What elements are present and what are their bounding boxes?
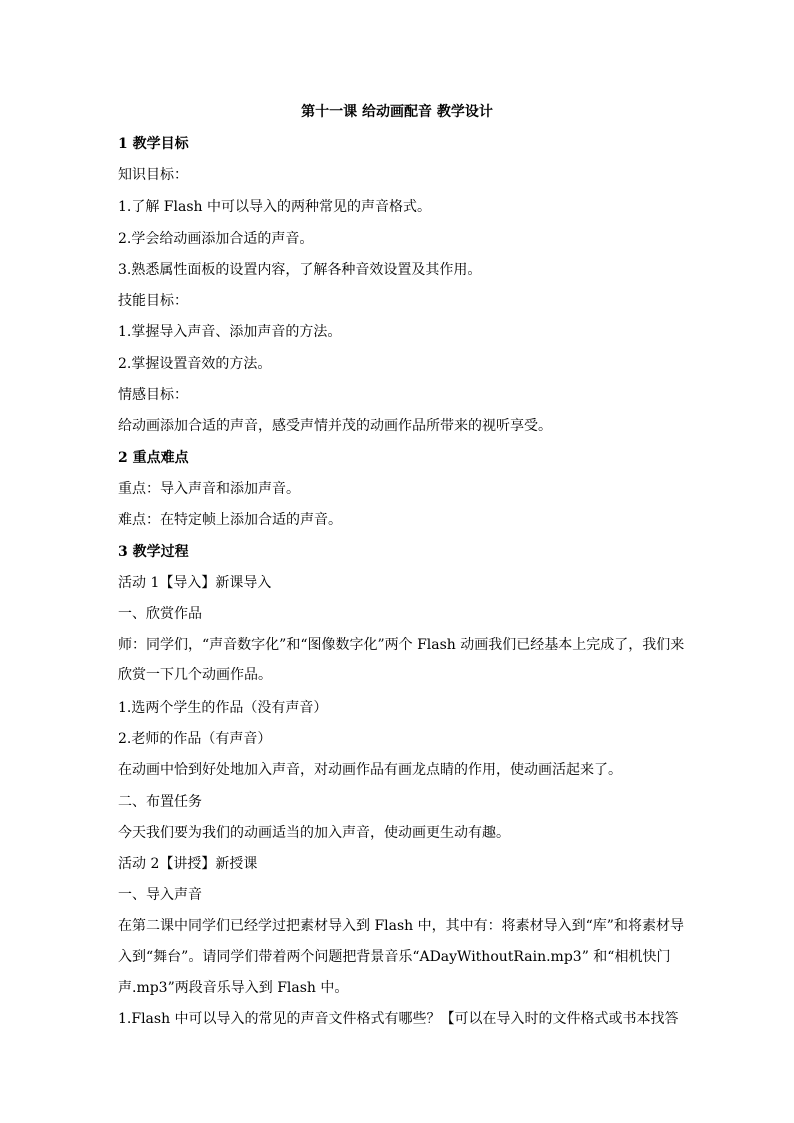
body-line: 师：同学们，“声音数字化”和“图像数字化”两个 Flash 动画我们已经基本上完成了，我们来 (118, 637, 685, 653)
body-line: 1.选两个学生的作品（没有声音） (118, 700, 328, 716)
body-line: 难点：在特定帧上添加合适的声音。 (118, 512, 342, 528)
body-line: 1.了解 Flash 中可以导入的两种常见的声音格式。 (118, 199, 431, 215)
body-line: 1.Flash 中可以导入的常见的声音文件格式有哪些？【可以在导入时的文件格式或书本找答 (118, 1011, 679, 1027)
body-line: 3.熟悉属性面板的设置内容，了解各种音效设置及其作用。 (118, 262, 482, 278)
body-line: 2.掌握设置音效的方法。 (118, 356, 272, 372)
body-line: 活动 2【讲授】新授课 (118, 856, 258, 872)
body-line: 情感目标： (118, 387, 188, 403)
body-line: 二、布置任务 (118, 794, 202, 810)
body-line: 2.老师的作品（有声音） (118, 731, 272, 747)
body-line: 知识目标： (118, 167, 188, 183)
body-line: 一、导入声音 (118, 887, 202, 903)
body-line: 给动画添加合适的声音，感受声情并茂的动画作品所带来的视听享受。 (118, 418, 552, 434)
body-line: 技能目标： (118, 293, 188, 309)
section-heading: 3 教学过程 (118, 544, 189, 560)
body-line: 在第二课中同学们已经学过把素材导入到 Flash 中，其中有：将素材导入到“库”和将素材导 (118, 918, 684, 934)
body-line: 入到“舞台”。请同学们带着两个问题把背景音乐“ADayWithoutRain.mp3” 和“相机快门 (118, 949, 671, 965)
body-line: 欣赏一下几个动画作品。 (118, 667, 272, 683)
section-heading: 2 重点难点 (118, 450, 189, 466)
body-line: 一、欣赏作品 (118, 606, 202, 622)
body-line: 今天我们要为我们的动画适当的加入声音，使动画更生动有趣。 (118, 825, 510, 841)
body-line: 1.掌握导入声音、添加声音的方法。 (118, 324, 342, 340)
body-line: 在动画中恰到好处地加入声音，对动画作品有画龙点睛的作用，使动画活起来了。 (118, 762, 622, 778)
body-line: 2.学会给动画添加合适的声音。 (118, 231, 314, 247)
body-line: 活动 1【导入】新课导入 (118, 575, 272, 591)
section-heading: 1 教学目标 (118, 136, 189, 152)
body-line: 声.mp3”两段音乐导入到 Flash 中。 (118, 980, 349, 996)
body-line: 重点：导入声音和添加声音。 (118, 481, 300, 497)
document-title: 第十一课 给动画配音 教学设计 (301, 104, 493, 120)
